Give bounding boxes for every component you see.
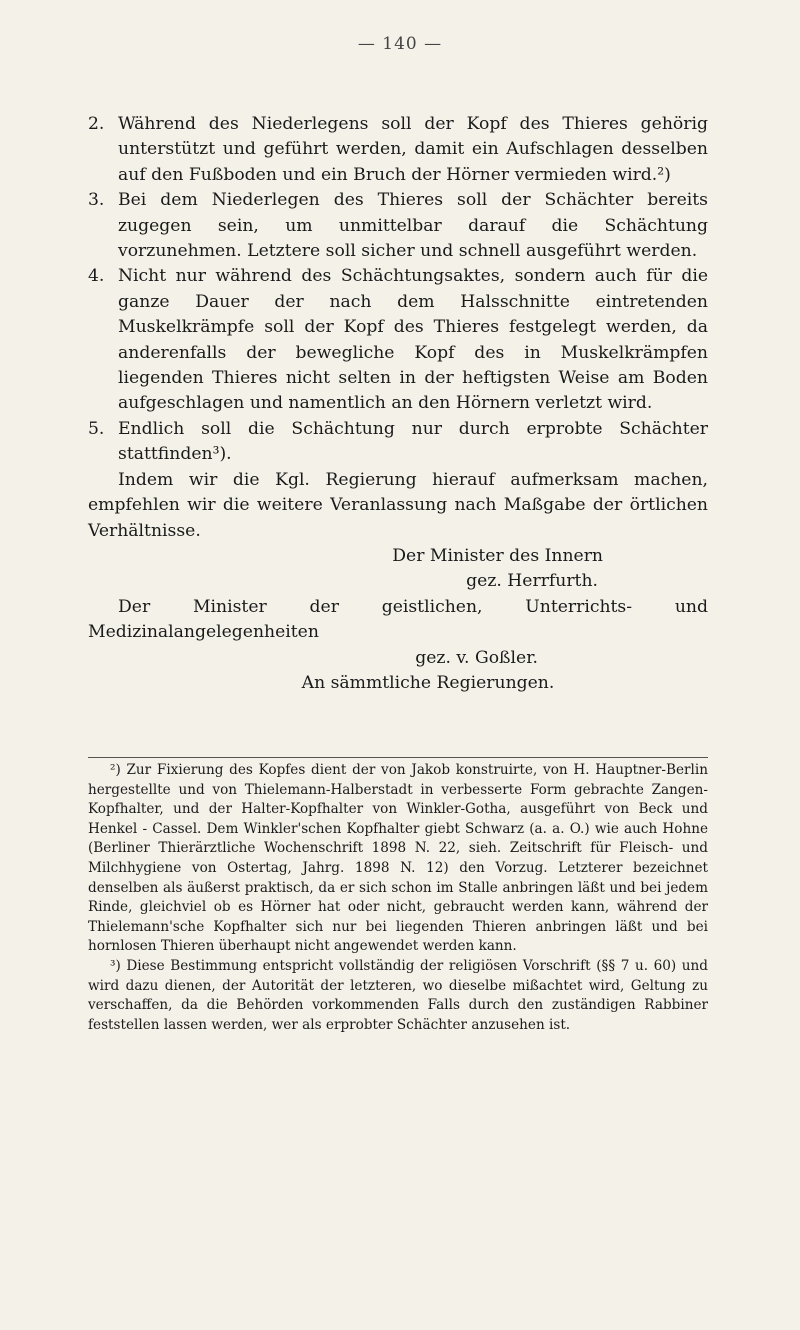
list-item xyxy=(88,417,708,468)
footnote xyxy=(88,957,708,1035)
page-number: — 140 — xyxy=(357,34,443,54)
footnote-mark: ³) xyxy=(110,957,121,974)
list-item xyxy=(88,264,708,416)
closing-paragraph: Indem wir die Kgl. Regierung hierauf aufmerksam machen, empfehlen wir die weitere Veranlassung nach Maßgabe der örtlichen Verhältnisse. xyxy=(88,469,708,541)
signature-name: gez. v. Goßler. xyxy=(415,647,538,668)
footnote xyxy=(88,761,708,957)
footnote-text: Zur Fixierung des Kopfes dient der von Jakob konstruirte, von H. Hauptner-Berlin hergestellte und von Thielemann-Halberstadt in verbesserte Form gebrachte Zangen-Kopfhalter, und der Halter-Kopfhalter von Winkler-Gotha, ausgeführt von Beck und Henkel - Cassel. Dem Winkler'schen Kopfhalter giebt Schwarz (a. a. O.) wie auch Hohne (Berliner Thierärztliche Wochenschrift 1898 N. 22, sieh. Zeitschrift für Fleisch- und Milchhygiene von Ostertag, Jahrg. 1898 N. 12) den Vorzug. Letzterer bezeichnet denselben als äußerst praktisch, da er sich schon im Stalle anbringen läßt und bei jedem Rinde, gleichviel ob es Hörner hat oder nicht, gebraucht werden kann, während der Thielemann'sche Kopfhalter sich nur bei liegenden Thieren anbringen läßt und bei hornlosen Thieren überhaupt nicht angewendet werden kann. xyxy=(88,762,708,955)
signature-culture-minister xyxy=(88,595,708,671)
main-text xyxy=(88,112,708,696)
signature-title: Der Minister des Innern xyxy=(392,545,603,566)
list-item xyxy=(88,112,708,188)
item-text: Nicht nur während des Schächtungsaktes, sondern auch für die ganze Dauer der nach dem Halsschnitte eintretenden Muskelkrämpfe soll der Kopf des Thieres festgelegt werden, da anderenfalls der bewegliche Kopf des in Muskelkrämpfen liegenden Thieres nicht selten in der heftigsten Weise am Boden aufgeschlagen und namentlich an den Hörnern verletzt wird. xyxy=(118,266,708,414)
footnotes xyxy=(88,761,708,1035)
signature-name: gez. Herrfurth. xyxy=(466,571,598,592)
item-number: 4. xyxy=(88,266,105,287)
footnote-text: Diese Bestimmung entspricht vollständig der religiösen Vorschrift (§§ 7 u. 60) und wird dazu dienen, der Autorität der letzteren, wo dieselbe mißachtet wird, Geltung zu verschaffen, da die Behörden vorkommenden Falls durch den zuständigen Rabbiner feststellen lassen werden, wer als erprobter Schächter anzusehen ist. xyxy=(88,957,708,1033)
item-text: Endlich soll die Schächtung nur durch erprobte Schächter stattfinden³). xyxy=(118,418,708,465)
addressee: An sämmtliche Regierungen. xyxy=(301,672,555,693)
footnote-divider xyxy=(88,757,708,758)
footnote-mark: ²) xyxy=(110,762,121,778)
signature-title: Der Minister der geistlichen, Unterrichts- und Medizinalangelegenheiten xyxy=(88,596,708,643)
item-text: Während des Niederlegens soll der Kopf des Thieres gehörig unterstützt und geführt werden, damit ein Aufschlagen desselben auf den Fußboden und ein Bruch der Hörner vermieden wird.²) xyxy=(118,114,708,185)
signature-interior-minister xyxy=(88,544,708,595)
item-number: 3. xyxy=(88,190,105,211)
item-text: Bei dem Niederlegen des Thieres soll der Schächter bereits zugegen sein, um unmittelbar darauf die Schächtung vorzunehmen. Letztere soll sicher und schnell ausgeführt werden. xyxy=(118,190,708,262)
item-number: 2. xyxy=(88,114,105,134)
list-item xyxy=(88,188,708,264)
item-number: 5. xyxy=(88,418,105,439)
